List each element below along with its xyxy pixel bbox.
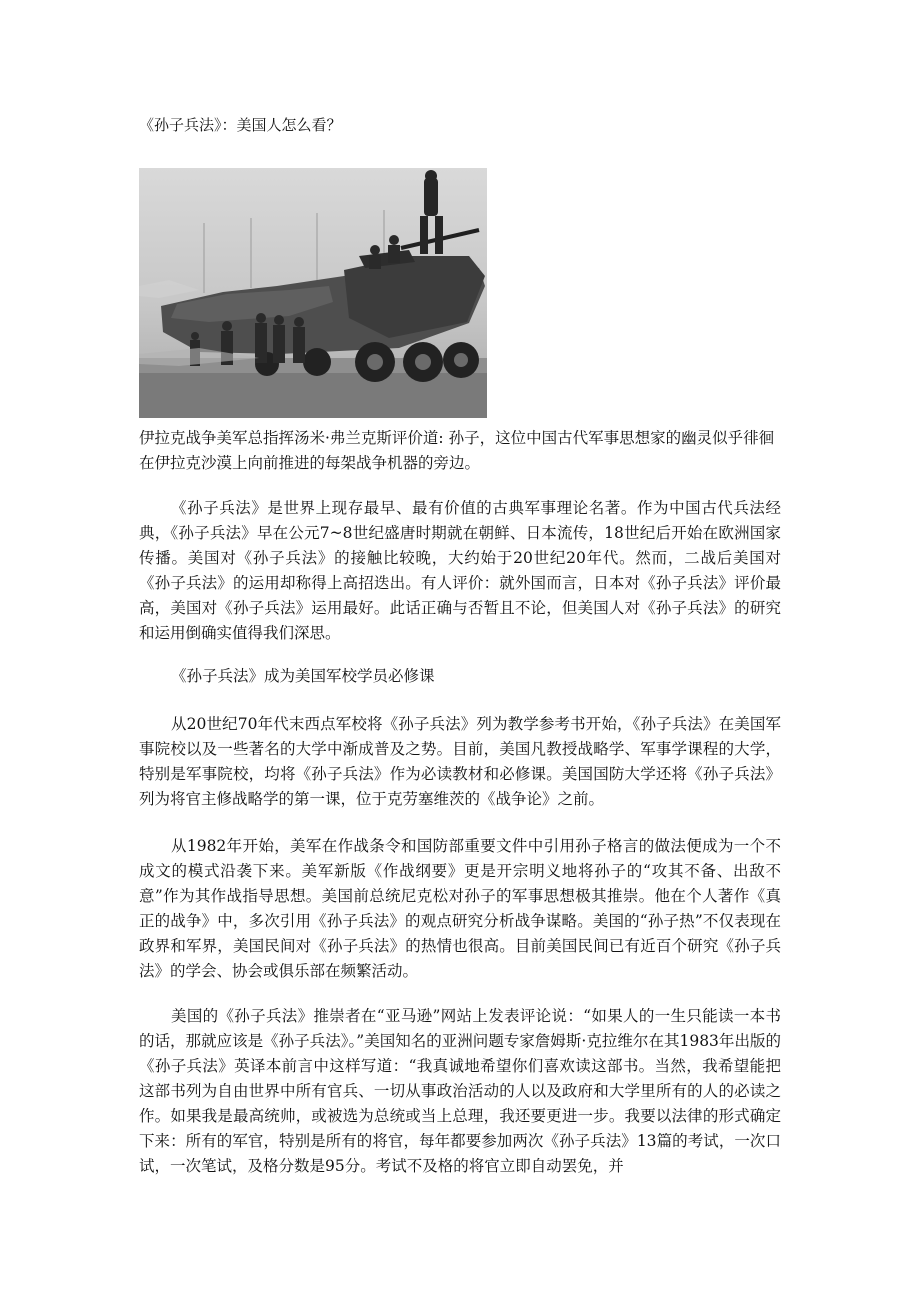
paragraph-intro: 《孙子兵法》是世界上现存最早、最有价值的古典军事理论名著。作为中国古代兵法经典，《孙子兵法》早在公元7~8世纪盛唐时期就在朝鲜、日本流传，18世纪后开始在欧洲国家传播。美国对《孙子兵法》的接触比较晚，大约始于20世纪20年代。然而，二战后美国对《孙子兵法》的运用却称得上高招迭出。有人评价：就外国而言，日本对《孙子兵法》评价最高，美国对《孙子兵法》运用最好。此话正确与否暂且不论，但美国人对《孙子兵法》的研究和运用倒确实值得我们深思。 xyxy=(139,499,781,642)
paragraph-doctrine: 从1982年开始，美军在作战条令和国防部重要文件中引用孙子格言的做法便成为一个不成文的模式沿袭下来。美军新版《作战纲要》更是开宗明义地将孙子的“攻其不备、出敌不意”作为其作战指导思想。美国前总统尼克松对孙子的军事思想极其推崇。他在个人著作《真正的战争》中，多次引用《孙子兵法》的观点研究分析战争谋略。美国的“孙子热”不仅表现在政界和军界，美国民间对《孙子兵法》的热情也很高。目前美国民间已有近百个研究《孙子兵法》的学会、协会或俱乐部在频繁活动。 xyxy=(139,837,781,980)
section-heading: 《孙子兵法》成为美国军校学员必修课 xyxy=(171,667,435,685)
paragraph-military-schools: 从20世纪70年代末西点军校将《孙子兵法》列为教学参考书开始，《孙子兵法》在美国军事院校以及一些著名的大学中渐成普及之势。目前，美国凡教授战略学、军事学课程的大学，特别是军事院校，均将《孙子兵法》作为必读教材和必修课。美国国防大学还将《孙子兵法》列为将官主修战略学的第一课，位于克劳塞维茨的《战争论》之前。 xyxy=(139,715,781,808)
document-title: 《孙子兵法》：美国人怎么看？ xyxy=(139,116,342,134)
military-vehicles-photo xyxy=(139,168,487,418)
paragraph-clavell-quote: 美国的《孙子兵法》推崇者在“亚马逊”网站上发表评论说：“如果人的一生只能读一本书的话，那就应该是《孙子兵法》。”美国知名的亚洲问题专家詹姆斯·克拉维尔在其1983年出版的《孙子兵法》英译本前言中这样写道：“我真诚地希望你们喜欢读这部书。当然，我希望能把这部书列为自由世界中所有官兵、一切从事政治活动的人以及政府和大学里所有的人的必读之作。如果我是最高统帅，或被选为总统或当上总理，我还要更进一步。我要以法律的形式确定下来：所有的军官，特别是所有的将官，每年都要参加两次《孙子兵法》13篇的考试，一次口试，一次笔试，及格分数是95分。考试不及格的将官立即自动罢免，并 xyxy=(139,1007,781,1175)
photo-caption: 伊拉克战争美军总指挥汤米·弗兰克斯评价道: 孙子，这位中国古代军事思想家的幽灵似乎徘徊在伊拉克沙漠上向前推进的每架战争机器的旁边。 xyxy=(139,429,775,472)
